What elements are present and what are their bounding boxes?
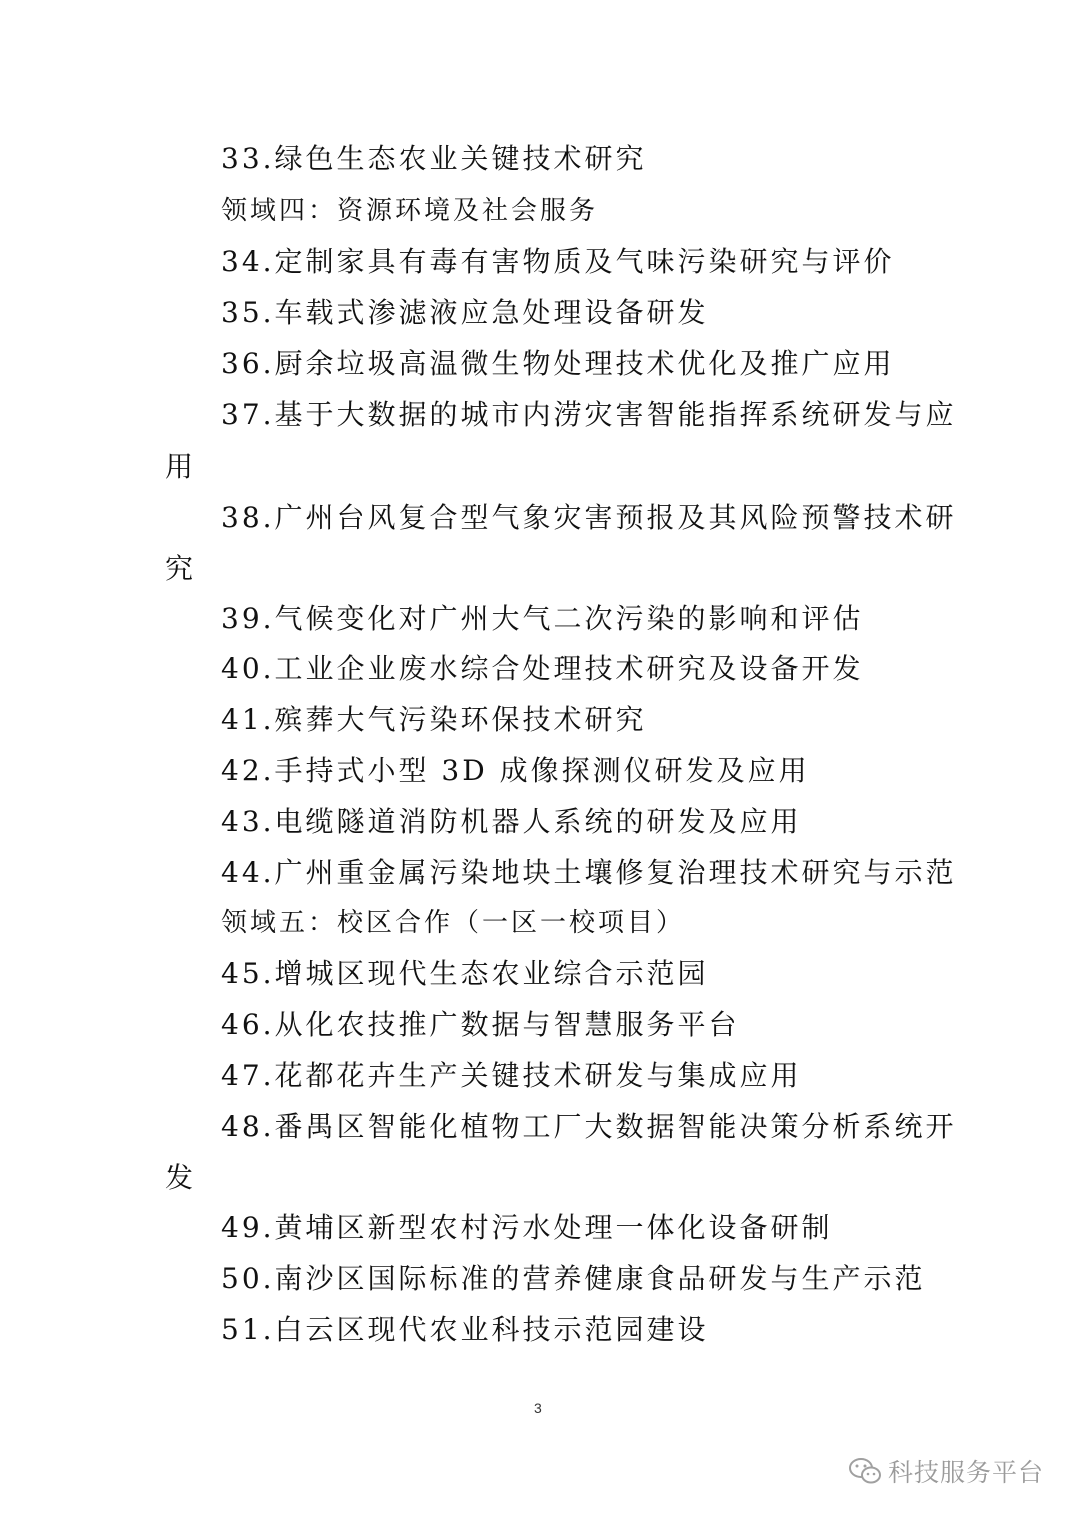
list-item-continuation: 用 <box>165 450 197 483</box>
section-heading: 领域五：校区合作（一区一校项目） <box>221 908 686 938</box>
list-item: 33.绿色生态农业关键技术研究 <box>221 142 647 175</box>
watermark-text: 科技服务平台 <box>888 1458 1045 1487</box>
list-item: 42.手持式小型 3D 成像探测仪研发及应用 <box>221 754 810 787</box>
list-item: 46.从化农技推广数据与智慧服务平台 <box>221 1008 740 1041</box>
list-item-continuation: 究 <box>165 552 197 585</box>
section-heading: 领域四：资源环境及社会服务 <box>221 196 599 226</box>
list-item: 41.殡葬大气污染环保技术研究 <box>221 703 647 736</box>
list-item: 36.厨余垃圾高温微生物处理技术优化及推广应用 <box>221 347 895 380</box>
list-item: 49.黄埔区新型农村污水处理一体化设备研制 <box>221 1211 833 1244</box>
list-item-continuation: 发 <box>165 1161 197 1194</box>
list-item: 35.车载式渗滤液应急处理设备研发 <box>221 296 709 329</box>
list-item: 39.气候变化对广州大气二次污染的影响和评估 <box>221 602 864 635</box>
watermark <box>848 1455 1044 1487</box>
list-item: 37.基于大数据的城市内涝灾害智能指挥系统研发与应 <box>221 398 957 431</box>
list-item: 51.白云区现代农业科技示范园建设 <box>221 1313 709 1346</box>
list-item: 44.广州重金属污染地块土壤修复治理技术研究与示范 <box>221 856 957 889</box>
list-item: 50.南沙区国际标准的营养健康食品研发与生产示范 <box>221 1262 926 1295</box>
list-item: 47.花都花卉生产关键技术研发与集成应用 <box>221 1059 802 1092</box>
list-item: 43.电缆隧道消防机器人系统的研发及应用 <box>221 805 802 838</box>
wechat-icon <box>848 1457 882 1485</box>
list-item: 34.定制家具有毒有害物质及气味污染研究与评价 <box>221 245 895 278</box>
list-item: 40.工业企业废水综合处理技术研究及设备开发 <box>221 652 864 685</box>
list-item: 45.增城区现代生态农业综合示范园 <box>221 957 709 990</box>
list-item: 48.番禺区智能化植物工厂大数据智能决策分析系统开 <box>221 1110 957 1143</box>
list-item: 38.广州台风复合型气象灾害预报及其风险预警技术研 <box>221 501 957 534</box>
page-number: 3 <box>534 1400 542 1416</box>
